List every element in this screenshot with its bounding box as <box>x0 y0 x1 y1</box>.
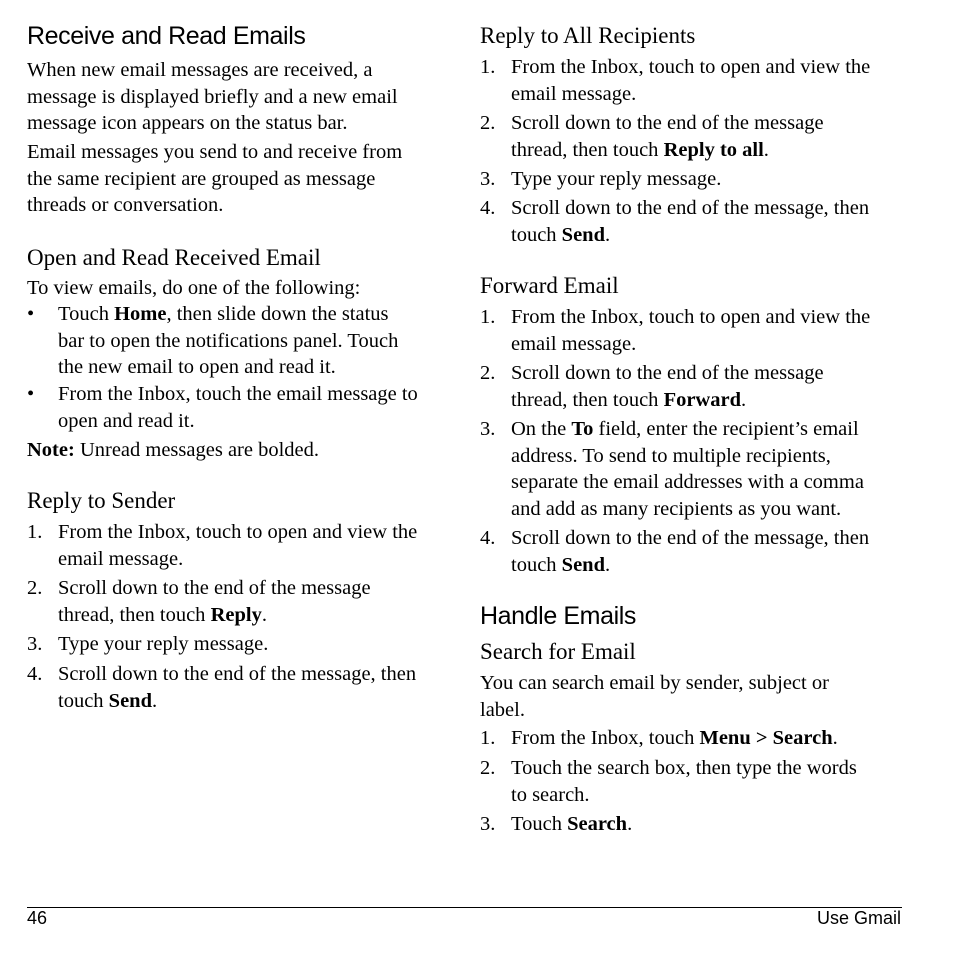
list-item-text <box>58 661 416 714</box>
footer-section-title: Use Gmail <box>816 908 901 928</box>
list-item-text <box>58 575 371 628</box>
list-item-text <box>511 360 824 413</box>
heading-receive-and-read-emails: Receive and Read Emails <box>27 22 306 50</box>
text-line: bar to open the notifications panel. Touch <box>58 329 399 352</box>
list-marker: 1. <box>27 521 43 543</box>
list-marker: 3. <box>480 813 496 835</box>
text-line: Email messages you send to and receive from <box>27 141 403 163</box>
text-line: separate the email addresses with a comma <box>511 471 864 493</box>
text-line: From the Inbox, touch to open and view the <box>511 56 871 78</box>
note-body: Unread messages are bolded. <box>74 439 320 461</box>
text-line: touch Send. <box>511 223 611 246</box>
text-line: message icon appears on the status bar. <box>27 112 348 134</box>
list-marker: 2. <box>480 362 496 384</box>
text-line: From the Inbox, touch Menu > Search. <box>511 727 838 749</box>
heading-reply-to-sender: Reply to Sender <box>27 488 176 513</box>
bold-term: Send <box>108 689 152 712</box>
text-line: thread, then touch Reply to all. <box>511 138 769 161</box>
footer-rule <box>27 907 902 908</box>
list-marker: 2. <box>27 577 43 599</box>
text-line: Scroll down to the end of the message <box>511 362 824 384</box>
heading-handle-emails: Handle Emails <box>480 602 636 630</box>
heading-reply-to-all-recipients: Reply to All Recipients <box>480 23 696 48</box>
open-intro-text: To view emails, do one of the following: <box>27 277 361 299</box>
text-line: email message. <box>58 547 184 570</box>
text-line: threads or conversation. <box>27 194 224 216</box>
bold-term: Send <box>561 223 605 246</box>
note-text <box>27 437 319 464</box>
text-line: Scroll down to the end of the message <box>58 577 371 599</box>
list-marker: 4. <box>480 197 496 219</box>
text-line: email message. <box>511 332 637 355</box>
bold-term: To <box>571 418 594 440</box>
list-item-text <box>511 811 632 838</box>
list-marker: • <box>27 383 35 405</box>
text-line: email message. <box>511 82 637 105</box>
bold-term: Home <box>114 303 167 325</box>
text-line: and add as many recipients as you want. <box>511 497 842 520</box>
text-line: Touch Home, then slide down the status <box>58 303 389 325</box>
text-line: thread, then touch Forward. <box>511 388 747 411</box>
list-item-text <box>58 301 398 381</box>
heading-search-for-email: Search for Email <box>480 639 636 664</box>
list-marker: 3. <box>480 418 496 440</box>
text-line: label. <box>480 698 525 721</box>
list-marker: 3. <box>480 168 496 190</box>
text-line: Scroll down to the end of the message, then <box>58 663 417 685</box>
text-line: thread, then touch Reply. <box>58 603 267 626</box>
bold-term: Search <box>567 813 628 835</box>
text-line: When new email messages are received, a <box>27 59 373 81</box>
list-item-text <box>511 755 857 808</box>
text-line: Touch the search box, then type the words <box>511 757 857 779</box>
text-line: touch Send. <box>511 553 611 576</box>
list-marker: 4. <box>480 527 496 549</box>
text-line: You can search email by sender, subject or <box>480 672 829 694</box>
list-item-text <box>511 166 721 193</box>
text-line: Touch Search. <box>511 813 633 835</box>
page-number: 46 <box>27 908 48 928</box>
text-line: address. To send to multiple recipients, <box>511 444 831 467</box>
receive-paragraph-1 <box>27 57 398 137</box>
text-line: Scroll down to the end of the message <box>511 112 824 134</box>
receive-paragraph-2 <box>27 139 402 219</box>
list-item-text <box>511 525 869 578</box>
bold-term: Reply <box>210 603 262 626</box>
list-item-text <box>58 631 268 658</box>
bold-term: Forward <box>663 388 741 411</box>
list-item-text <box>511 110 824 163</box>
list-marker: • <box>27 303 35 325</box>
heading-forward-email: Forward Email <box>480 273 619 298</box>
bold-term: Send <box>561 553 605 576</box>
text-line: From the Inbox, touch to open and view the <box>511 306 871 328</box>
list-item-text <box>511 725 838 752</box>
text-line: message is displayed briefly and a new email <box>27 85 398 108</box>
text-line: From the Inbox, touch the email message to <box>58 383 418 405</box>
text-line: From the Inbox, touch to open and view the <box>58 521 418 543</box>
list-marker: 4. <box>27 663 43 685</box>
list-item-text <box>511 416 864 522</box>
list-marker: 2. <box>480 757 496 779</box>
text-line: Scroll down to the end of the message, then <box>511 197 870 219</box>
text-line: the same recipient are grouped as message <box>27 167 376 190</box>
text-line: touch Send. <box>58 689 158 712</box>
text-line: Type your reply message. <box>58 633 269 655</box>
list-marker: 3. <box>27 633 43 655</box>
note-label: Note: <box>27 439 75 461</box>
text-line: Type your reply message. <box>511 168 722 190</box>
text-line: Scroll down to the end of the message, then <box>511 527 870 549</box>
search-paragraph <box>480 670 829 723</box>
bold-term: Menu > Search <box>699 727 833 749</box>
text-line: to search. <box>511 783 590 806</box>
list-item-text <box>58 381 418 434</box>
text-line: the new email to open and read it. <box>58 356 336 378</box>
list-item-text <box>511 195 869 248</box>
list-marker: 1. <box>480 727 496 749</box>
list-item-text <box>511 54 870 107</box>
list-marker: 1. <box>480 306 496 328</box>
bold-term: Reply to all <box>663 138 764 161</box>
list-marker: 2. <box>480 112 496 134</box>
heading-open-and-read-received-email: Open and Read Received Email <box>27 245 321 270</box>
list-item-text <box>511 304 870 357</box>
text-line: open and read it. <box>58 409 195 432</box>
text-line: On the To field, enter the recipient’s email <box>511 418 859 440</box>
list-marker: 1. <box>480 56 496 78</box>
list-item-text <box>58 519 417 572</box>
